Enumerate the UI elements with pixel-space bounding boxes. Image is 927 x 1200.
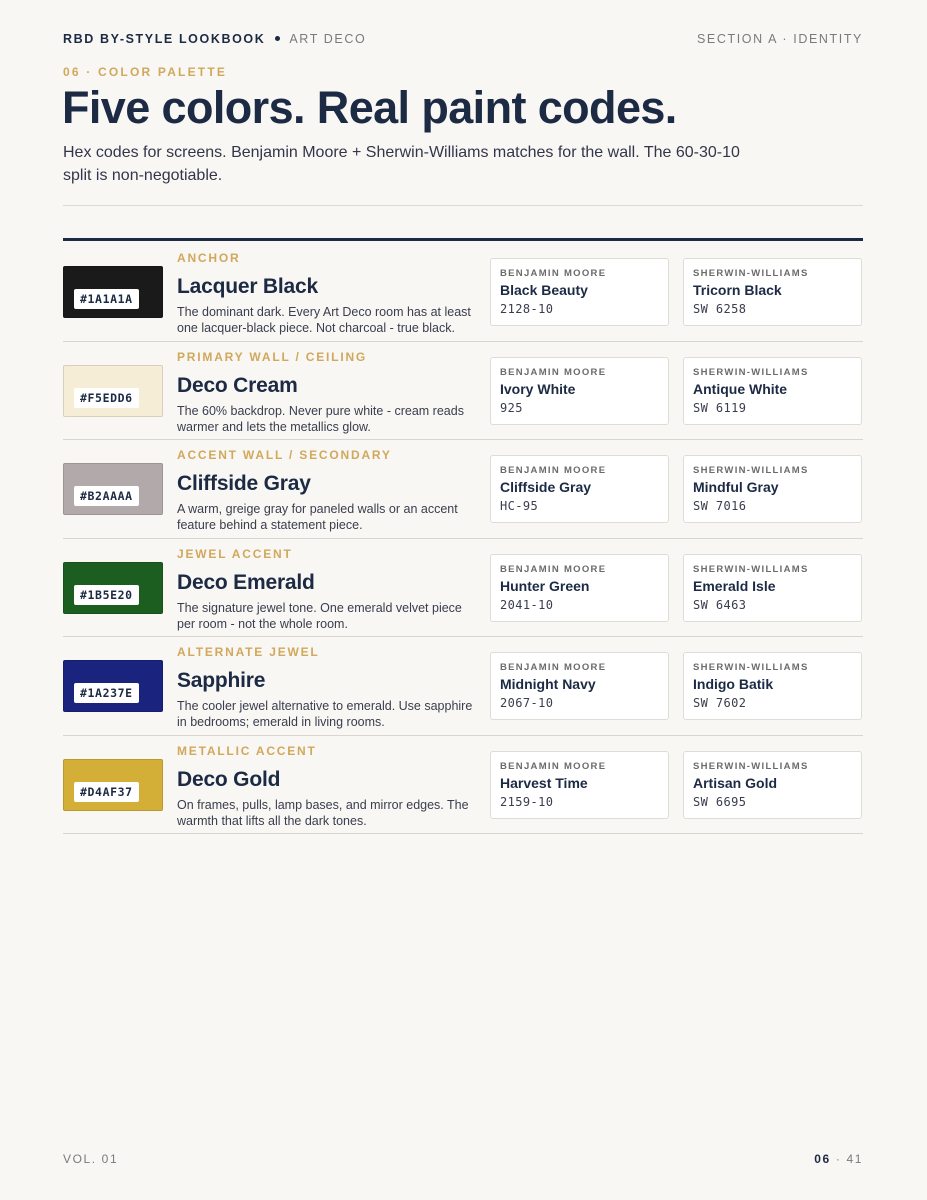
color-swatch bbox=[63, 562, 163, 614]
paint-brand: BENJAMIN MOORE bbox=[500, 563, 607, 575]
color-swatch bbox=[63, 266, 163, 318]
color-info bbox=[177, 744, 482, 829]
sherwin-williams-card bbox=[683, 751, 862, 819]
lookbook-title: RBD BY-STYLE LOOKBOOK bbox=[63, 32, 266, 46]
page-title: Five colors. Real paint codes. bbox=[62, 82, 677, 133]
color-info bbox=[177, 251, 482, 336]
color-swatch bbox=[63, 759, 163, 811]
paint-code: SW 6119 bbox=[693, 400, 747, 415]
paint-code: 925 bbox=[500, 400, 523, 415]
color-role: ANCHOR bbox=[177, 251, 241, 265]
paint-brand: BENJAMIN MOORE bbox=[500, 268, 607, 279]
color-role: PRIMARY WALL / CEILING bbox=[177, 349, 368, 364]
paint-brand: BENJAMIN MOORE bbox=[500, 465, 607, 476]
hex-code: #F5EDD6 bbox=[74, 388, 139, 408]
color-row bbox=[63, 736, 863, 835]
hex-code: #1A1A1A bbox=[74, 289, 139, 309]
table-top-rule bbox=[63, 238, 863, 241]
color-info bbox=[177, 547, 482, 632]
page-section-number: 06 bbox=[814, 1152, 831, 1166]
paint-brand: BENJAMIN MOORE bbox=[500, 760, 607, 772]
paint-brand: SHERWIN-WILLIAMS bbox=[693, 662, 809, 673]
paint-name: Black Beauty bbox=[500, 282, 588, 298]
color-info bbox=[177, 645, 482, 730]
color-swatch bbox=[63, 660, 163, 712]
benjamin-moore-card bbox=[490, 652, 669, 720]
page-separator: · bbox=[835, 1152, 842, 1166]
paint-code: 2067-10 bbox=[500, 696, 554, 710]
sherwin-williams-card bbox=[683, 357, 862, 425]
hex-code: #1B5E20 bbox=[74, 585, 139, 605]
sherwin-williams-card bbox=[683, 652, 862, 720]
color-info bbox=[177, 350, 482, 435]
paint-brand: SHERWIN-WILLIAMS bbox=[693, 465, 809, 476]
color-palette-list bbox=[63, 243, 863, 834]
color-row bbox=[63, 342, 863, 441]
sherwin-williams-card bbox=[683, 554, 862, 622]
benjamin-moore-card bbox=[490, 357, 669, 425]
color-description: A warm, greige gray for paneled walls or an accent feature behind a statement piece. bbox=[177, 502, 458, 532]
paint-brand: BENJAMIN MOORE bbox=[500, 366, 607, 378]
benjamin-moore-card bbox=[490, 751, 669, 819]
color-description: The cooler jewel alternative to emerald. Use sapphire in bedrooms; emerald in living rooms. bbox=[177, 699, 473, 729]
benjamin-moore-card bbox=[490, 455, 669, 523]
paint-code: SW 6463 bbox=[693, 597, 747, 612]
color-description: On frames, pulls, lamp bases, and mirror edges. The warmth that lifts all the dark tones. bbox=[177, 797, 469, 828]
color-description: The dominant dark. Every Art Deco room has at least one lacquer-black piece. Not charcoal - true black. bbox=[177, 305, 471, 335]
style-name: ART DECO bbox=[289, 32, 367, 46]
paint-name: Indigo Batik bbox=[693, 676, 774, 692]
paint-name: Harvest Time bbox=[500, 774, 588, 791]
section-kicker: 06 · COLOR PALETTE bbox=[63, 65, 228, 79]
sherwin-williams-card bbox=[683, 258, 862, 326]
paint-brand: SHERWIN-WILLIAMS bbox=[693, 366, 809, 378]
hex-code: #1A237E bbox=[74, 683, 139, 703]
paint-code: 2159-10 bbox=[500, 794, 554, 809]
color-name: Sapphire bbox=[177, 669, 266, 692]
hex-code: #B2AAAA bbox=[74, 486, 139, 506]
color-name: Deco Emerald bbox=[177, 570, 315, 594]
paint-code: SW 6695 bbox=[693, 794, 747, 809]
paint-name: Hunter Green bbox=[500, 577, 590, 594]
color-role: ACCENT WALL / SECONDARY bbox=[177, 448, 392, 462]
color-role: METALLIC ACCENT bbox=[177, 743, 317, 758]
paint-name: Ivory White bbox=[500, 380, 576, 397]
color-name: Deco Cream bbox=[177, 373, 298, 397]
color-description: The signature jewel tone. One emerald velvet piece per room - not the whole room. bbox=[177, 600, 462, 631]
paint-name: Artisan Gold bbox=[693, 774, 778, 791]
page-header bbox=[63, 32, 863, 46]
page-indicator bbox=[814, 1152, 863, 1166]
color-role: ALTERNATE JEWEL bbox=[177, 645, 320, 659]
benjamin-moore-card bbox=[490, 554, 669, 622]
color-name: Deco Gold bbox=[177, 767, 281, 791]
header-left bbox=[63, 32, 366, 46]
paint-code: SW 7016 bbox=[693, 499, 747, 513]
color-description: The 60% backdrop. Never pure white - cream reads warmer and lets the metallics glow. bbox=[177, 403, 464, 434]
benjamin-moore-card bbox=[490, 258, 669, 326]
paint-code: SW 7602 bbox=[693, 696, 747, 710]
hex-code: #D4AF37 bbox=[74, 782, 139, 802]
paint-code: 2128-10 bbox=[500, 302, 554, 316]
page-footer bbox=[63, 1152, 863, 1166]
divider bbox=[63, 205, 863, 206]
paint-brand: SHERWIN-WILLIAMS bbox=[693, 760, 809, 772]
paint-name: Tricorn Black bbox=[693, 282, 782, 298]
paint-name: Midnight Navy bbox=[500, 676, 596, 692]
section-label: SECTION A · IDENTITY bbox=[696, 32, 863, 46]
paint-brand: BENJAMIN MOORE bbox=[500, 662, 607, 673]
sherwin-williams-card bbox=[683, 455, 862, 523]
separator-dot bbox=[275, 36, 280, 41]
color-swatch bbox=[63, 463, 163, 515]
paint-name: Antique White bbox=[693, 380, 788, 397]
paint-name: Cliffside Gray bbox=[500, 479, 592, 495]
paint-code: HC-95 bbox=[500, 499, 539, 513]
paint-name: Mindful Gray bbox=[693, 479, 779, 495]
page-number: 41 bbox=[846, 1152, 863, 1166]
paint-brand: SHERWIN-WILLIAMS bbox=[693, 268, 809, 279]
color-role: JEWEL ACCENT bbox=[177, 546, 293, 561]
color-info bbox=[177, 448, 482, 533]
color-row bbox=[63, 539, 863, 638]
paint-code: SW 6258 bbox=[693, 302, 747, 316]
color-row bbox=[63, 440, 863, 539]
color-row bbox=[63, 637, 863, 736]
color-swatch bbox=[63, 365, 163, 417]
page-subtitle: Hex codes for screens. Benjamin Moore + Sherwin-Williams matches for the wall. The 60-30-10 split is non-negotiable. bbox=[63, 144, 740, 184]
volume-label: VOL. 01 bbox=[63, 1152, 119, 1166]
paint-brand: SHERWIN-WILLIAMS bbox=[693, 563, 809, 575]
color-row bbox=[63, 243, 863, 342]
paint-name: Emerald Isle bbox=[693, 577, 776, 594]
color-name: Lacquer Black bbox=[177, 275, 318, 298]
color-name: Cliffside Gray bbox=[177, 472, 311, 495]
paint-code: 2041-10 bbox=[500, 597, 554, 612]
